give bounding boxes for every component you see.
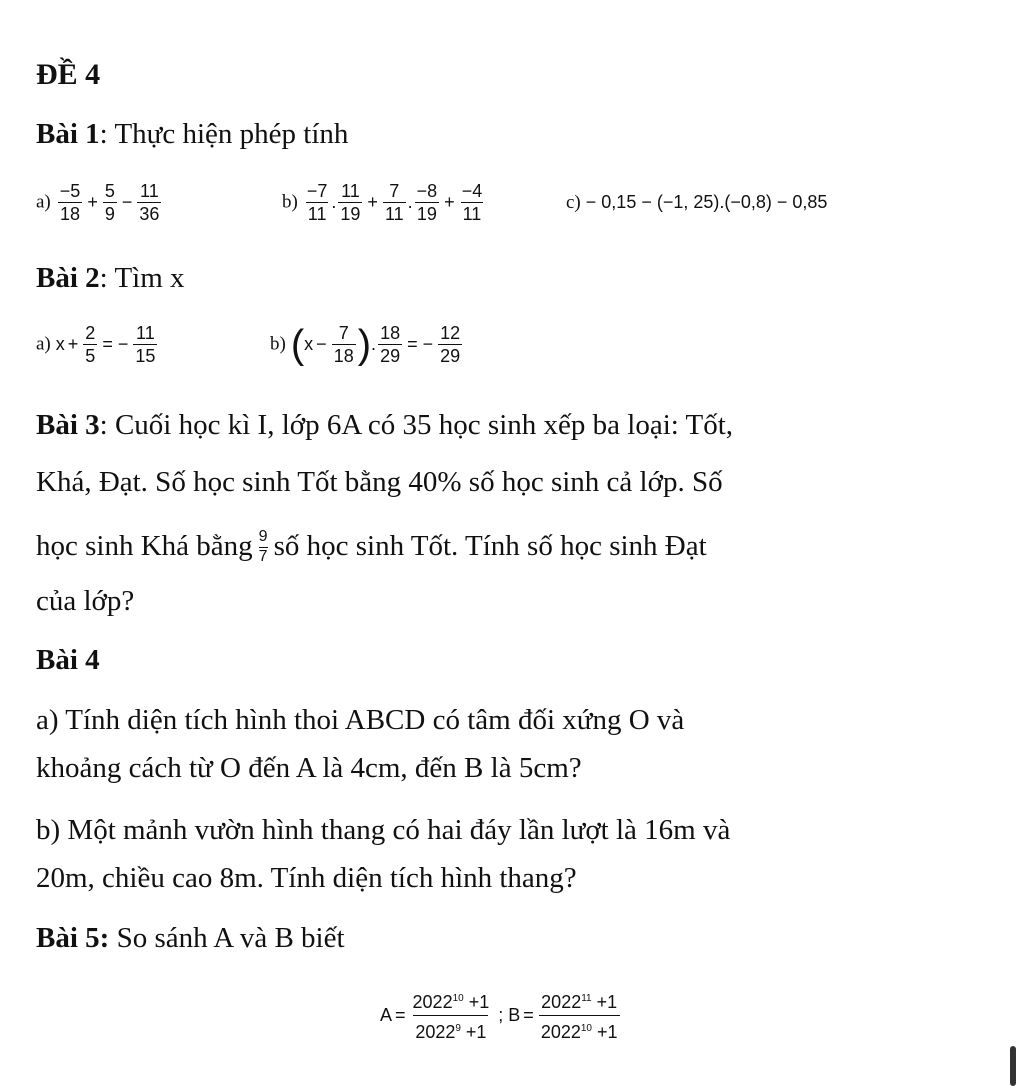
bai-1-a: a) $\frac{-5}{18}$ + $\frac{5}{9}$ − $\frac{11}{36}$: [36, 181, 160, 224]
bai-5-formula: A = $\frac{2022^{10} +1}{2022^9 +1}$ ; B = $\frac{2022^{11} +1}{2022^{10} +1}$: [380, 986, 622, 1045]
bai-2-text: : Tìm x: [99, 262, 185, 294]
fraction: $\frac{-5}{18}$: [59, 181, 81, 224]
fraction: $\frac{11}{19}$: [340, 181, 361, 224]
bai-1-c: [566, 192, 827, 214]
fraction: $\frac{11}{15}$: [135, 323, 156, 366]
bai-1-a-label: a): [36, 191, 51, 213]
bai-2-a: a) x + $\frac{2}{5}$ = − $\frac{11}{15}$: [36, 323, 156, 366]
page-title: ĐỀ 4: [36, 58, 101, 91]
bai-4-a-line-2: khoảng cách từ O đến A là 4cm, đến B là 5cm?: [36, 752, 582, 784]
bai-2-a-label: a): [36, 333, 51, 355]
bai-1-c-expr: − 0,15 − (−1, 25).(−0,8) − 0,85: [585, 192, 828, 212]
bai-3-label: Bài 3: [36, 409, 100, 441]
fraction: $\frac{-8}{19}$: [416, 181, 438, 224]
bai-5-heading: Bài 5: So sánh A và B biết: [36, 922, 345, 954]
fraction: $\frac{7}{11}$: [384, 181, 404, 224]
fraction: $\frac{18}{29}$: [380, 323, 401, 366]
bai-2-heading: [36, 262, 185, 295]
bai-5-label: Bài 5:: [36, 922, 110, 954]
bai-1-b-label: b): [282, 191, 298, 213]
bai-4-label: Bài 4: [36, 644, 100, 676]
fraction: $\frac{2022^{11} +1}{2022^{10} +1}$: [539, 986, 620, 1045]
bai-3-line-1: Bài 3: Cuối học kì I, lớp 6A có 35 học sinh xếp ba loại: Tốt,: [36, 409, 734, 441]
bai-2-label: Bài 2: [36, 262, 100, 294]
bai-1-label: Bài 1: [36, 118, 100, 150]
bai-1-heading: [36, 118, 348, 151]
bai-2-b-label: b): [270, 333, 286, 355]
scrollbar[interactable]: [1010, 1046, 1016, 1086]
bai-4-b-line-1: b) Một mảnh vườn hình thang có hai đáy lần lượt là 16m và: [36, 814, 731, 846]
bai-4-b-line-2: 20m, chiều cao 8m. Tính diện tích hình thang?: [36, 862, 577, 894]
bai-1-text: : Thực hiện phép tính: [99, 118, 349, 150]
fraction: $\frac{11}{36}$: [139, 181, 160, 224]
bai-4-a-line-1: a) Tính diện tích hình thoi ABCD có tâm đối xứng O và: [36, 704, 685, 736]
bai-3-line-2: Khá, Đạt. Số học sinh Tốt bằng 40% số học sinh cả lớp. Số: [36, 466, 723, 498]
fraction: $\frac{9}{7}$: [258, 528, 268, 565]
bai-1-c-label: c): [566, 192, 581, 213]
fraction: $\frac{-4}{11}$: [461, 181, 483, 224]
bai-2-b: b) (x − $\frac{7}{18}$ ). $\frac{18}{29}$ = − $\frac{12}{29}$: [270, 322, 461, 367]
bai-3-line-4: của lớp?: [36, 585, 135, 617]
bai-1-b: b) $\frac{-7}{11}$ . $\frac{11}{19}$ + $\frac{7}{11}$ . $\frac{-8}{19}$ + $\frac{-4}{11}$: [282, 181, 483, 224]
fraction: $\frac{5}{9}$: [104, 181, 115, 224]
bai-3-line-3: học sinh Khá bằng $\frac{9}{7}$ số học sinh Tốt. Tính số học sinh Đạt: [36, 528, 707, 565]
fraction: $\frac{2}{5}$: [85, 323, 96, 366]
fraction: $\frac{2022^{10} +1}{2022^9 +1}$: [411, 986, 492, 1045]
fraction: $\frac{7}{18}$: [333, 323, 354, 366]
fraction: $\frac{12}{29}$: [440, 323, 461, 366]
fraction: $\frac{-7}{11}$: [306, 181, 328, 224]
